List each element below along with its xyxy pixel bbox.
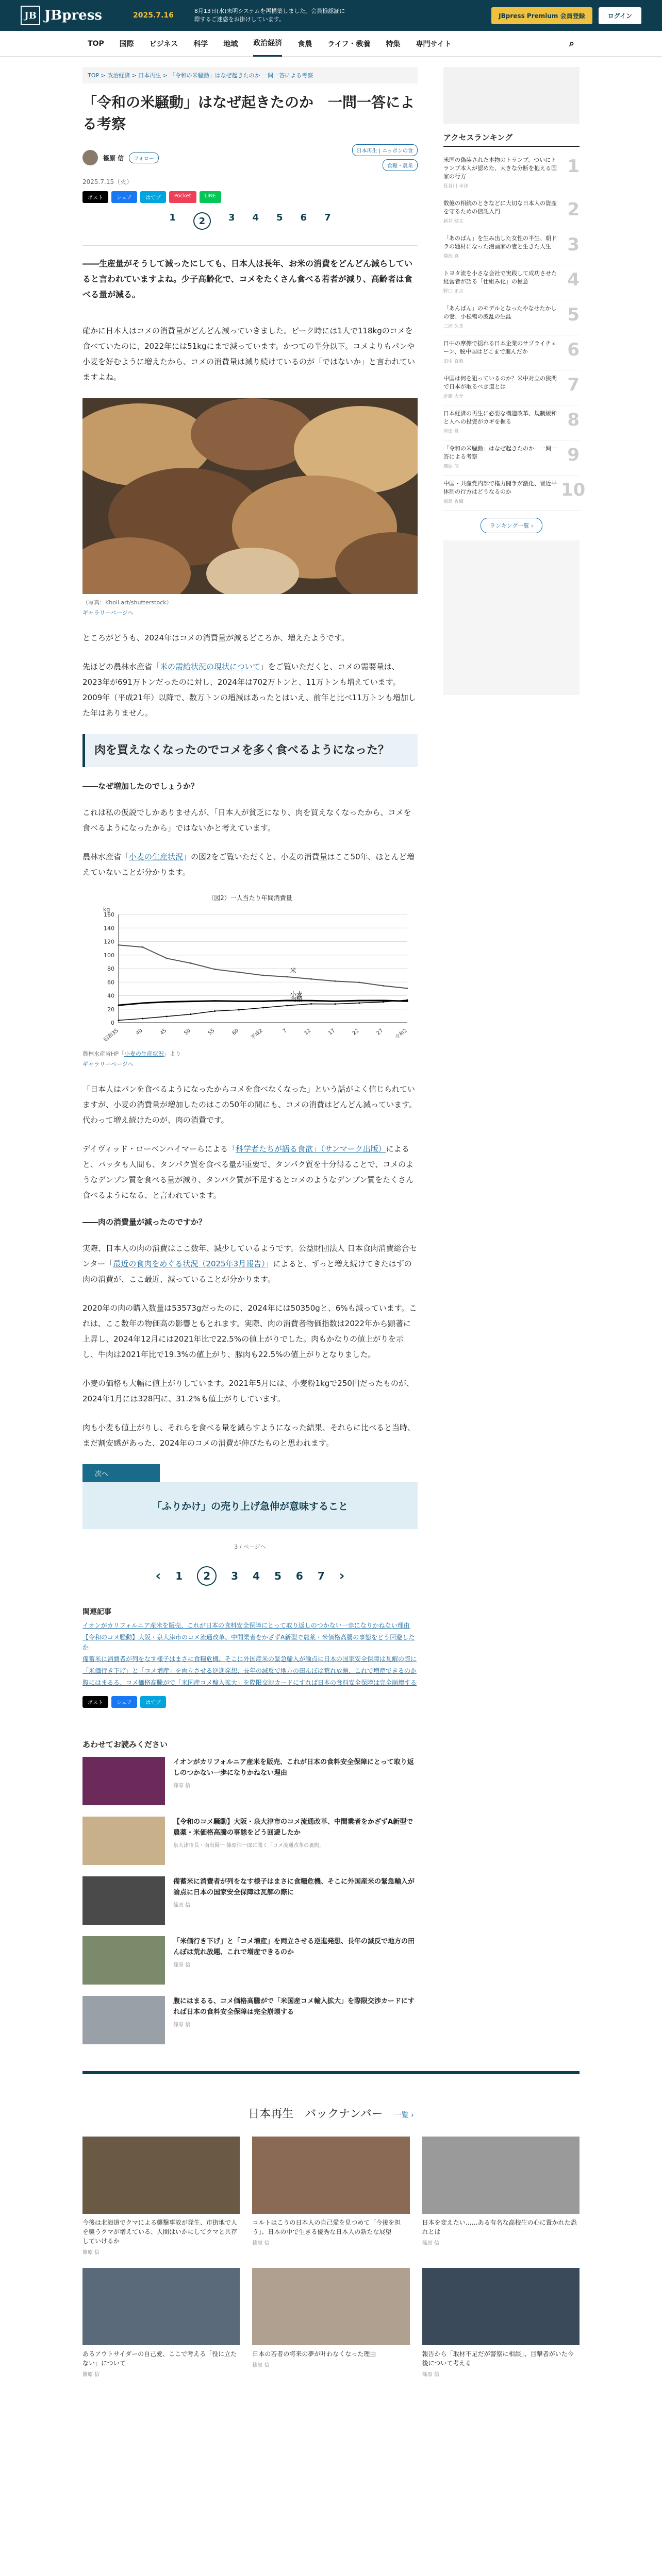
data-point: [214, 1010, 216, 1012]
recommended-title: あわせてお読みください: [82, 1740, 168, 1749]
premium-signup-button[interactable]: JBpress Premium 会員登録: [491, 7, 592, 24]
top-bar: [0, 0, 662, 31]
pager-bottom-next-icon[interactable]: ›: [339, 1568, 345, 1584]
p3-text-b: 」をご覧いただくと、コメの需要量は、2023年が691万トンだったのに対し、2024年は702万トンと、11万トンも増えています。2009年（平成21年）以降で、数万トンの増減はあったとはいえ、前年と比べ11万トンも増加した年はありません。: [82, 662, 416, 718]
ranking-author: 三浦 久美: [443, 324, 464, 329]
series-label: 肉類: [290, 995, 303, 1003]
ranking-number: 7: [567, 375, 580, 395]
page-pager-top: [82, 212, 418, 230]
data-point: [262, 1007, 264, 1008]
x-tick-label: 27: [375, 1027, 385, 1037]
backnumber-thumbnail[interactable]: [252, 2137, 409, 2214]
ranking-text[interactable]: [443, 304, 557, 331]
question-2: ――肉の消費量が減ったのですか？: [82, 1217, 207, 1227]
x-tick-label: 昭和35: [103, 1027, 120, 1043]
backnumber-item[interactable]: [252, 2268, 409, 2378]
pager-bottom-page-5[interactable]: 5: [274, 1570, 282, 1582]
ranking-author: 菊池 寛: [443, 254, 459, 259]
ranking-text[interactable]: [443, 375, 557, 401]
y-tick-label: 100: [104, 952, 114, 959]
ranking-author: 吉田 修: [443, 429, 459, 434]
related-link[interactable]: 腹にはまるる、コメ価格高騰がで「米国産コメ輸入拡大」を際限交渉カードにすれば日本の食料安全保障は完全崩壊する: [82, 1679, 417, 1686]
backnumber-meta: 篠原 信: [422, 2241, 439, 2246]
related-link[interactable]: 【令和のコメ騒動】大阪・泉大津市のコメ流通改革、中間業者をかざずA新型で農薬・米価格高騰の事態をどう回避したか: [82, 1634, 415, 1651]
paragraph-6: 「日本人はパンを食べるようになったからコメを食べなくなった」という話がよく信じられていますが、小麦の消費量が増加したのはこの50年の間にも、コメの消費はどんどん減っています。代わって増え続けたのが、肉の消費です。: [82, 1084, 417, 1125]
ranking-title-text[interactable]: 「あのぱん」を生み出した女性の半生、朝ドラの題材になった漫画家の妻と生きた人生: [443, 235, 557, 250]
paragraph-5: [82, 849, 418, 880]
ranking-item[interactable]: [443, 300, 580, 335]
backnumber-thumbnail[interactable]: [422, 2268, 580, 2345]
ranking-text[interactable]: [443, 445, 557, 471]
share-hatena-button-bottom[interactable]: はてブ: [140, 1696, 166, 1708]
chart-source: [82, 1049, 418, 1058]
recommended-item[interactable]: [82, 1817, 418, 1865]
recommended-thumbnail[interactable]: [82, 1996, 165, 2044]
x-tick-label: 40: [135, 1027, 144, 1037]
ranking-number: 6: [567, 340, 580, 360]
p3-text-a: 先ほどの農林水産省「: [82, 662, 160, 671]
link-book[interactable]: 科学者たちが語る食欲」（サンマーク出版）: [236, 1144, 386, 1154]
y-tick-label: 0: [111, 1020, 114, 1026]
data-point: [286, 999, 288, 1001]
data-point: [118, 944, 120, 946]
pager-bottom-page-6[interactable]: 6: [295, 1570, 303, 1582]
nav-item-4[interactable]: 地域: [223, 40, 238, 48]
data-point: [190, 1001, 192, 1002]
data-point: [166, 958, 168, 959]
pager-top-page-1[interactable]: 1: [169, 212, 176, 223]
related-title: 関連記事: [82, 1608, 111, 1616]
data-point: [383, 985, 384, 987]
pager-bottom-page-4[interactable]: 4: [253, 1570, 260, 1582]
data-point: [238, 1009, 240, 1011]
p5-text-b: 」の図2をご覧いただくと、小麦の消費量はここ50年、ほとんど増えていないことが分かります。: [82, 852, 415, 877]
pager-top-page-2[interactable]: 2: [193, 212, 211, 230]
share-facebook-button-bottom[interactable]: シェア: [111, 1696, 137, 1708]
paragraph-8: [82, 1241, 418, 1287]
link-wheat-production[interactable]: 小麦の生産状況: [129, 852, 184, 861]
ranking-text[interactable]: [443, 340, 557, 366]
login-button[interactable]: ログイン: [599, 7, 641, 24]
pager-bottom-page-3[interactable]: 3: [231, 1570, 239, 1582]
data-point: [142, 1002, 143, 1004]
recommended-item[interactable]: [82, 1757, 418, 1805]
article-title: 「令和の米騒動」はなぜ起きたのか 一問一答による考察: [82, 94, 415, 132]
ranking-number: 1: [567, 156, 580, 177]
ranking-title-text[interactable]: トヨタ流を小さな会社で実践して成功させた経営者が語る「仕組み化」の極意: [443, 270, 557, 285]
link-rice-supply[interactable]: 米の需給状況の現状について: [160, 662, 260, 671]
data-point: [407, 999, 408, 1001]
p8-text-b: 」によると、ずっと増え続けてきたはずの肉の消費が、ここ最近、減っていることが分かります。: [82, 1259, 412, 1284]
data-point: [190, 1013, 192, 1015]
data-point: [310, 1000, 312, 1002]
ranking-number: 4: [567, 269, 580, 290]
data-point: [335, 1003, 336, 1005]
x-tick-label: 60: [231, 1027, 240, 1037]
y-tick-label: 160: [104, 911, 114, 918]
related-link[interactable]: イオンがカリフォルニア産米を販売、これが日本の食料安全保障にとって取り返しのつかない一歩になりかねない理由: [82, 1622, 410, 1629]
data-point: [286, 1005, 288, 1006]
nav-item-2[interactable]: ビジネス: [149, 40, 178, 48]
ranking-number: 3: [567, 234, 580, 255]
data-point: [238, 1001, 240, 1002]
data-point: [166, 1001, 168, 1003]
backnumber-item[interactable]: [422, 2268, 580, 2378]
ranking-author: 福島 香織: [443, 499, 464, 504]
data-point: [262, 975, 264, 976]
data-point: [383, 999, 384, 1001]
main-nav: [0, 31, 662, 57]
backnumber-thumbnail[interactable]: [252, 2268, 409, 2345]
chart-source-link[interactable]: 小麦の生産状況: [124, 1050, 164, 1057]
data-point: [118, 1005, 120, 1006]
chart-gallery-link[interactable]: ギャラリーページへ: [82, 1061, 134, 1067]
recommended-text[interactable]: [173, 1876, 418, 1925]
related-link[interactable]: 備蓄米に消費者が列をなす様子はまさに食糧危機、そこに外国産米の緊急輸入が論点に日本の国家安全保障は瓦解の際に: [82, 1655, 417, 1663]
ranking-item[interactable]: [443, 440, 580, 476]
publish-date: 2025.7.15（火）: [82, 178, 133, 185]
series-line-2: [119, 1000, 407, 1020]
share-x-button-bottom[interactable]: ポスト: [82, 1696, 108, 1708]
nav-item-7[interactable]: ライフ・教養: [327, 40, 371, 48]
recommended-thumbnail[interactable]: [82, 1876, 165, 1925]
tag-topic[interactable]: 食糧・農業: [383, 159, 418, 171]
data-point: [407, 988, 408, 989]
nav-item-8[interactable]: 特集: [386, 40, 401, 48]
recommended-title-text[interactable]: 腹にはまるる、コメ価格高騰がで「米国産コメ輸入拡大」を際限交渉カードにすれば日本の食料安全保障は完全崩壊する: [173, 1997, 415, 2016]
pager-top-page-3[interactable]: 3: [228, 212, 235, 223]
nav-item-1[interactable]: 国際: [119, 40, 134, 48]
backnumber-thumbnail[interactable]: [82, 2268, 240, 2345]
recommended-title-text[interactable]: 「米価行き下げ」と「コメ増産」を両立させる逆進発想、長年の減反で地方の田んぼは荒れ放題、これで増産できるのか: [173, 1938, 415, 1956]
data-point: [358, 1000, 360, 1002]
backnumber-section: [0, 2074, 662, 2378]
nav-item-9[interactable]: 専門サイト: [416, 40, 452, 48]
ranking-item[interactable]: [443, 405, 580, 440]
backnumber-meta: 篠原 信: [422, 2372, 439, 2378]
recommended-thumbnail[interactable]: [82, 1936, 165, 1985]
ranking-item[interactable]: [443, 195, 580, 230]
author-row: [82, 144, 418, 171]
next-page-title[interactable]: 「ふりかけ」の売り上げ急伸が意味すること: [82, 1482, 418, 1529]
article-main: [82, 67, 418, 2056]
ranking-number: 9: [567, 445, 580, 465]
chart-title: （図2）一人当たり年間消費量: [208, 894, 292, 902]
chart-source-b: 」より: [163, 1050, 181, 1057]
chart-source-a: 農林水産省HP「: [82, 1050, 124, 1057]
data-point: [118, 1020, 120, 1021]
author-avatar[interactable]: [82, 150, 98, 165]
ranking-item[interactable]: [443, 335, 580, 370]
ranking-author: 篠原 信: [443, 464, 459, 469]
data-point: [142, 1018, 143, 1019]
data-point: [335, 980, 336, 982]
ranking-number: 10: [561, 480, 586, 500]
share-line-button[interactable]: LINE: [200, 191, 221, 203]
site-logo[interactable]: [21, 6, 102, 25]
ranking-text[interactable]: [443, 269, 557, 296]
ranking-item[interactable]: [443, 230, 580, 265]
data-point: [358, 981, 360, 983]
article-lead: ――生産量がそうして減ったにしても、日本人は長年、お米の消費をどんどん減らしていると言われていますよね。少子高齢化で、コメをたくさん食べる若者が減り、高齢者は食べる量が減る。: [82, 245, 418, 313]
related-articles: [82, 1606, 418, 1688]
ranking-title-text[interactable]: 米国の偽装された本物のトランプ、ついにトランプ本人が認めた、大きな分断を抱える国家の行方: [443, 157, 557, 180]
backnumber-item[interactable]: [252, 2137, 409, 2256]
link-meat-report[interactable]: 最近の食肉をめぐる状況（2025年3月報告）: [113, 1259, 266, 1268]
header-notice[interactable]: 8月13日(水)未明システムを再構築しました。会員様認証に際するご迷惑をお掛けしています。: [194, 8, 345, 23]
paragraph-2: ところがどうも、2024年はコメの消費量が減るどころか、増えたようです。: [82, 633, 349, 642]
ranking-author: 新井 健太: [443, 219, 464, 224]
recommended-thumbnail[interactable]: [82, 1817, 165, 1865]
paragraph-10: 小麦の価格も大幅に値上がりしています。2021年5月には、小麦粉1kgで250円だったものが、2024年1月には328円に、31.2%も値上がりしています。: [82, 1379, 414, 1403]
backnumber-thumbnail[interactable]: [422, 2137, 580, 2214]
breadcrumb[interactable]: TOP > 政治経済 > 日本再生 > 「令和の米騒動」はなぜ起きたのか 一問一答による考察: [82, 67, 418, 83]
pager-bottom-page-2[interactable]: 2: [197, 1566, 217, 1586]
ranking-title-text[interactable]: 数億の相続のときなどに大切な日本人の資産を守るための信託入門: [443, 200, 557, 215]
sidebar: [443, 67, 586, 2056]
ranking-title: アクセスランキング: [443, 132, 580, 147]
ranking-author: 野口 正志: [443, 289, 464, 294]
ranking-text[interactable]: [443, 480, 557, 506]
ranking-text[interactable]: [443, 410, 557, 436]
data-point: [238, 972, 240, 973]
follow-button[interactable]: フォロー: [129, 152, 159, 163]
backnumber-text[interactable]: 日本の若者の将来の夢が叶わなくなった理由: [252, 2350, 376, 2358]
next-page-box[interactable]: [82, 1464, 418, 1529]
backnumber-text[interactable]: 今後は北海道でクマによる襲撃事故が発生、市街地で人を襲うクマが増えている、人間はいかにしてクマと共存していけるか: [82, 2219, 238, 2245]
recommended-item[interactable]: [82, 1876, 418, 1925]
sidebar-ad[interactable]: [443, 67, 580, 124]
backnumber-thumbnail[interactable]: [82, 2137, 240, 2214]
next-page-hint: 3 / ページへ: [234, 1544, 266, 1550]
gallery-link[interactable]: ギャラリーページへ: [82, 609, 134, 616]
ranking-item[interactable]: [443, 152, 580, 195]
ranking-title-text[interactable]: 中国は何を狙っているのか？米中対立の狭間で日本が取るべき道とは: [443, 375, 557, 390]
share-buttons-bottom: [82, 1696, 418, 1708]
share-buttons: [82, 191, 418, 203]
y-tick-label: 20: [107, 1006, 114, 1013]
author-name[interactable]: 篠原 信: [103, 154, 124, 162]
nav-item-0[interactable]: TOP: [88, 39, 104, 48]
recommended-meta: 篠原 信: [173, 1783, 191, 1789]
ranking-author: 長谷川 幸洋: [443, 184, 468, 189]
recommended-text[interactable]: [173, 1757, 418, 1805]
paragraph-3: [82, 659, 418, 721]
logo-mark: JB: [21, 6, 40, 25]
recommended-item[interactable]: [82, 1936, 418, 1985]
data-point: [190, 962, 192, 964]
y-tick-label: 40: [107, 992, 114, 999]
x-tick-label: 12: [303, 1027, 312, 1037]
x-tick-label: 17: [327, 1027, 336, 1037]
ranking-item[interactable]: [443, 476, 586, 511]
y-tick-label: 140: [104, 925, 114, 932]
recommended-thumbnail[interactable]: [82, 1757, 165, 1805]
recommended-title-text[interactable]: 【令和のコメ騒動】大阪・泉大津市のコメ流通改革、中間業者をかざずA新型で農薬・米価格高騰の事態をどう回避したか: [173, 1818, 413, 1837]
recommended-section: [82, 1739, 418, 2044]
paragraph-1: 確かに日本人はコメの消費量がどんどん減っていきました。ピーク時には1人で118kgのコメを食べていたのに、2022年には51kgにまで減っています。かつての半分以下。コメよりもパンや小麦を好むように増えたから、コメの消費量は減り続けているのが「ではないか」と言われていますよね。: [82, 326, 416, 382]
share-hatena-button[interactable]: はてブ: [140, 191, 166, 203]
pager-top-page-6[interactable]: 6: [300, 212, 307, 223]
nav-item-6[interactable]: 食農: [297, 40, 312, 48]
recommended-meta: 篠原 信: [173, 2022, 191, 2028]
backnumber-title: [82, 2105, 580, 2121]
ranking-item[interactable]: [443, 370, 580, 405]
backnumber-text[interactable]: 報告から「取材不足だが警察に相談」、目撃者がいた今後について考える: [422, 2350, 574, 2367]
bread-photo[interactable]: [82, 398, 418, 594]
backnumber-meta: 篠原 信: [82, 2372, 100, 2378]
pager-top-page-5[interactable]: 5: [276, 212, 283, 223]
x-tick-label: 平成2: [250, 1027, 264, 1041]
p7-text-a: デイヴィッド・ローベンハイマーらによる「: [82, 1144, 236, 1154]
recommended-text[interactable]: [173, 1936, 418, 1985]
backnumber-item[interactable]: [82, 2268, 240, 2378]
related-link[interactable]: 「米価行き下げ」と「コメ増産」を両立させる逆進発想、長年の減反で地方の田んぼは荒れ放題、これで増産できるのか: [82, 1667, 417, 1674]
series-label: 小麦: [290, 990, 303, 998]
nav-item-5[interactable]: 政治経済: [253, 30, 282, 57]
chart-svg: [82, 904, 418, 1043]
data-point: [166, 1015, 168, 1017]
share-facebook-button[interactable]: シェア: [111, 191, 137, 203]
ranking-author: 近藤 大介: [443, 394, 464, 399]
x-tick-label: 45: [159, 1027, 168, 1037]
backnumber-text[interactable]: 日本を変えたい……ある有名な高校生の心に置かれた恐れとは: [422, 2219, 577, 2235]
pager-bottom-page-1[interactable]: 1: [175, 1570, 183, 1582]
backnumber-title-text: 日本再生 バックナンバー: [248, 2108, 383, 2121]
p7-text-b: によると、バッタも人間も、タンパク質を食べる量が重要で、タンパク質を十分得ることで、コメのようなデンプン質を食べる量が減り、タンパク質が不足するとコメのようなデンプン質をたくさん食べるようになる、と言われています。: [82, 1144, 414, 1200]
recommended-item[interactable]: [82, 1996, 418, 2044]
backnumber-meta: 篠原 信: [252, 2363, 270, 2368]
recommended-title-text[interactable]: 備蓄米に消費者が列をなす様子はまさに食糧危機、そこに外国産米の緊急輸入が論点に日本の国家安全保障は瓦解の際に: [173, 1878, 415, 1896]
tag-series[interactable]: 日本再生 | ニッポンの食: [352, 144, 418, 156]
recommended-text[interactable]: [173, 1996, 418, 2044]
ranking-title-text[interactable]: 中国・共産党内部で権力闘争が激化、習近平体制の行方はどうなるのか: [443, 480, 557, 495]
data-point: [286, 976, 288, 978]
share-pocket-button[interactable]: Pocket: [169, 191, 196, 203]
question-1: ――なぜ増加したのでしょうか？: [82, 782, 199, 791]
recommended-meta: 篠原 信: [173, 1962, 191, 1968]
recommended-meta: 篠原 信: [173, 1903, 191, 1908]
backnumber-meta: 篠原 信: [252, 2241, 270, 2246]
sidebar-ad-2[interactable]: [443, 540, 580, 695]
backnumber-text[interactable]: あるアウトサイダーの自己愛、ここで考える「役に立たない」について: [82, 2350, 237, 2367]
ranking-number: 5: [567, 304, 580, 325]
ranking-text[interactable]: [443, 234, 557, 261]
data-point: [214, 1000, 216, 1002]
nav-item-3[interactable]: 科学: [193, 40, 208, 48]
page-pager-bottom: [82, 1566, 418, 1586]
x-tick-label: 令和2: [394, 1027, 408, 1041]
pager-top-page-4[interactable]: 4: [252, 212, 259, 223]
ranking-title-text[interactable]: 日本経済の再生に必要な構造改革、規制緩和と人への投資がカギを握る: [443, 410, 557, 425]
data-point: [335, 1001, 336, 1002]
series-line-0: [119, 945, 407, 988]
x-tick-label: 22: [351, 1027, 360, 1037]
section-heading-1: 肉を買えなくなったのでコメを多く食べるようになった？: [82, 734, 418, 767]
p8-text-a: 実際、日本人の肉の消費はここ数年、減少しているようです。公益財団法人 日本食肉消費総合センター「: [82, 1244, 417, 1268]
backnumber-more-link[interactable]: 一覧 ›: [394, 2111, 414, 2120]
ranking-author: 田中 直毅: [443, 359, 464, 364]
logo-text: JBpress: [44, 8, 102, 23]
paragraph-4: これは私の仮説でしかありませんが、「日本人が貧乏になり、肉を買えなくなったから、コメを食べるようになったから」ではないかと考えています。: [82, 808, 411, 833]
paragraph-9: 2020年の肉の購入数量は53573gだったのに、2024年には50350gと、6%も減っています。これは、ここ数年の物価高の影響ともとれます。実際、肉の消費者物価指数は2022年から顕著に上昇し、2024年12月には2021年比で22.5%の値上がりでした。肉もかなりの値上がりを示し、牛肉は2021年比で19.3%の値上がり、豚肉も22.5%の値上がりとなりました。: [82, 1303, 417, 1359]
y-tick-label: 80: [107, 965, 114, 972]
backnumber-item[interactable]: [82, 2137, 240, 2256]
p5-text-a: 農林水産省「: [82, 852, 129, 861]
recommended-text[interactable]: [173, 1817, 418, 1865]
ranking-item[interactable]: [443, 265, 580, 300]
pager-bottom-prev-icon[interactable]: ‹: [155, 1568, 161, 1584]
consumption-chart[interactable]: [82, 893, 418, 1045]
pager-bottom-page-7[interactable]: 7: [317, 1570, 325, 1582]
header-date: 2025.7.16: [133, 11, 174, 20]
ranking-title-text[interactable]: 「あんぱん」のモデルとなったやなせたかしの妻、小松暢の波乱の生涯: [443, 305, 557, 320]
ranking-text[interactable]: [443, 156, 557, 191]
ranking-number: 2: [567, 199, 580, 220]
data-point: [310, 978, 312, 980]
x-tick-label: 50: [183, 1027, 192, 1037]
photo-caption: （写真：Kholi.art/shutterstock）: [82, 599, 172, 606]
y-tick-label: 120: [104, 938, 114, 945]
x-tick-label: 55: [207, 1027, 216, 1037]
backnumber-meta: 篠原 信: [82, 2250, 100, 2256]
data-point: [358, 1002, 360, 1004]
recommended-meta: 泉大津市長・南出賢一 篠原信一郎に聞く「コメ流通改革の裏側」: [173, 1843, 325, 1849]
data-point: [262, 1001, 264, 1002]
paragraph-11: 肉も小麦も値上がりし、それらを食べる量を減らすようになった結果、それらに比べると当時、まだ割安感があった、2024年のコメの消費が伸びたものと思われます。: [82, 1423, 416, 1448]
pager-top-page-7[interactable]: 7: [324, 212, 331, 223]
backnumber-item[interactable]: [422, 2137, 580, 2256]
share-x-button[interactable]: ポスト: [82, 191, 108, 203]
y-tick-label: 60: [107, 979, 114, 986]
data-point: [214, 969, 216, 970]
search-icon[interactable]: ⌕: [569, 38, 574, 49]
ranking-title-text[interactable]: 「令和の米騒動」はなぜ起きたのか 一問一答による考察: [443, 445, 557, 460]
data-point: [310, 1003, 312, 1005]
next-label: 次へ: [82, 1464, 160, 1482]
data-point: [383, 1001, 384, 1003]
data-point: [142, 946, 143, 948]
series-label: 米: [290, 967, 296, 975]
x-tick-label: 7: [282, 1027, 288, 1035]
ranking-title-text[interactable]: 日中の摩擦で揺れる日本企業のサプライチェーン、脱中国はどこまで進んだか: [443, 340, 557, 355]
article-tags: [352, 144, 418, 171]
backnumber-text[interactable]: コルトはこうの日本人の自己愛を見つめて「今後を担う」、日本の中で生きる優秀な日本人の新たな展望: [252, 2219, 401, 2235]
y-axis-label: kg: [103, 906, 110, 913]
ranking-more-button[interactable]: ランキング一覧 ›: [481, 518, 542, 533]
recommended-title-text[interactable]: イオンがカリフォルニア産米を販売、これが日本の食料安全保障にとって取り返しのつかない一歩になりかねない理由: [173, 1758, 414, 1777]
paragraph-7: [82, 1141, 418, 1203]
ranking-number: 8: [567, 410, 580, 430]
ranking-text[interactable]: [443, 199, 557, 226]
